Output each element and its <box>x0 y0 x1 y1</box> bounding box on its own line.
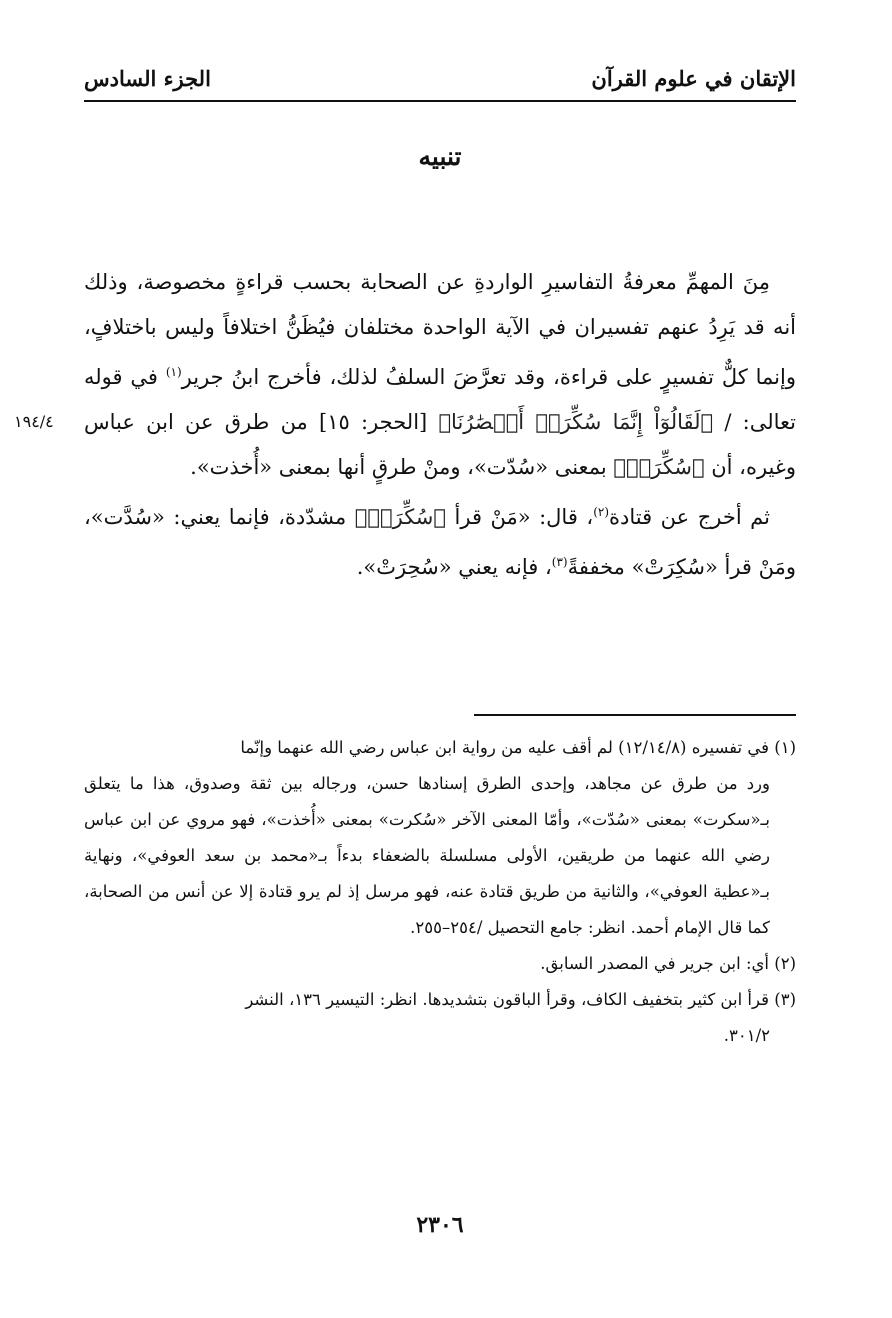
book-title: الإتقان في علوم القرآن <box>591 65 796 91</box>
quran-word: ﴿سُكِّرَتۡ﴾ <box>354 505 446 529</box>
book-page <box>14 0 797 1318</box>
paragraph-2: ثم أخرج عن قتادة$^{(٢)}$، قال: «مَنْ قرأ ﴿سُكِّرَتۡ﴾ مشدّدة، فإنما يعني: «سُدَّت»، ومَنْ قرأ «سُكِرَتْ» مخففةً$^{(٣)}$، فإنه يعني «سُحِرَتْ». <box>84 505 796 579</box>
footnote-divider <box>474 714 796 716</box>
header-divider <box>84 100 796 102</box>
quran-verse: ﴿لَقَالُوٓاْ إِنَّمَا سُكِّرَتۡ أَبۡصَٰرُنَا﴾ <box>438 410 714 434</box>
volume-label: الجزء السادس <box>84 65 211 91</box>
page-number: ٢٣٠٦ <box>416 1212 464 1238</box>
footnote-1-continued: ورد من طرق عن مجاهد، وإحدى الطرق إسنادها حسن، ورجاله بين ثقة وصدوق، هذا ما يتعلق بـ«سكرت» بمعنى «سُدّت»، وأمّا المعنى الآخر «سُكرت» بمعنى «أُخذت»، فهو مروي عن ابن عباس رضي الله عنهما من طريقين، الأولى مسلسلة بالضعفاء بدءاً بـ«محمد بن سعد العوفي»، ونهاية بـ«عطية العوفي»، والثانية من طريق قتادة عنه، فهو مرسل إذ لم يرو قتادة إلا عن أنس من الصحابة، كما قال الإمام أحمد. انظر: جامع التحصيل /٢٥٤–٢٥٥. <box>84 774 770 937</box>
footnote-marker-3: (٣) <box>551 555 568 569</box>
footnote-marker-1: (١) <box>165 365 182 379</box>
main-text <box>84 260 796 590</box>
footnotes <box>84 730 796 1054</box>
footnote-2: (٢) أي: ابن جرير في المصدر السابق. <box>540 954 796 973</box>
footnote-3: (٣) قرأ ابن كثير بتخفيف الكاف، وقرأ الباقون بتشديدها. انظر: التيسير ١٣٦، النشر <box>245 990 796 1009</box>
running-header <box>84 60 796 96</box>
section-heading: تنبيه <box>418 142 462 171</box>
quran-word: ﴿سُكِّرَتۡ﴾ <box>613 455 705 479</box>
footnote-1: (١) في تفسيره (١٢/١٤/٨) لم أقف عليه من رواية ابن عباس رضي الله عنهما وإنّما <box>240 738 796 757</box>
paragraph-1: مِنَ المهمِّ معرفةُ التفاسيرِ الواردةِ عن الصحابة بحسب قراءةٍ مخصوصة، وذلك أنه قد يَرِدُ عنهم تفسيران في الآية الواحدة مختلفان فيُظَنُّ اختلافاً وليس باختلافٍ، وإنما كلٌّ تفسيرٍ على قراءة، وقد تعرَّضَ السلفُ لذلك، فأخرج ابنُ جرير$^{(١)}$ في قوله تعالى: / ﴿لَقَالُوٓاْ إِنَّمَا سُكِّرَتۡ أَبۡصَٰرُنَا﴾ [الحجر: ١٥] من طرق عن ابن عباس وغيره، أن ﴿سُكِّرَتۡ﴾ بمعنى «سُدّت»، ومنْ طرقٍ أنها بمعنى «أُخذت». <box>84 270 797 479</box>
margin-reference: ١٩٤/٤ <box>14 412 54 431</box>
footnote-marker-2: (٢) <box>593 505 610 519</box>
footnote-3-continued: ٣٠١/٢. <box>723 1026 770 1045</box>
